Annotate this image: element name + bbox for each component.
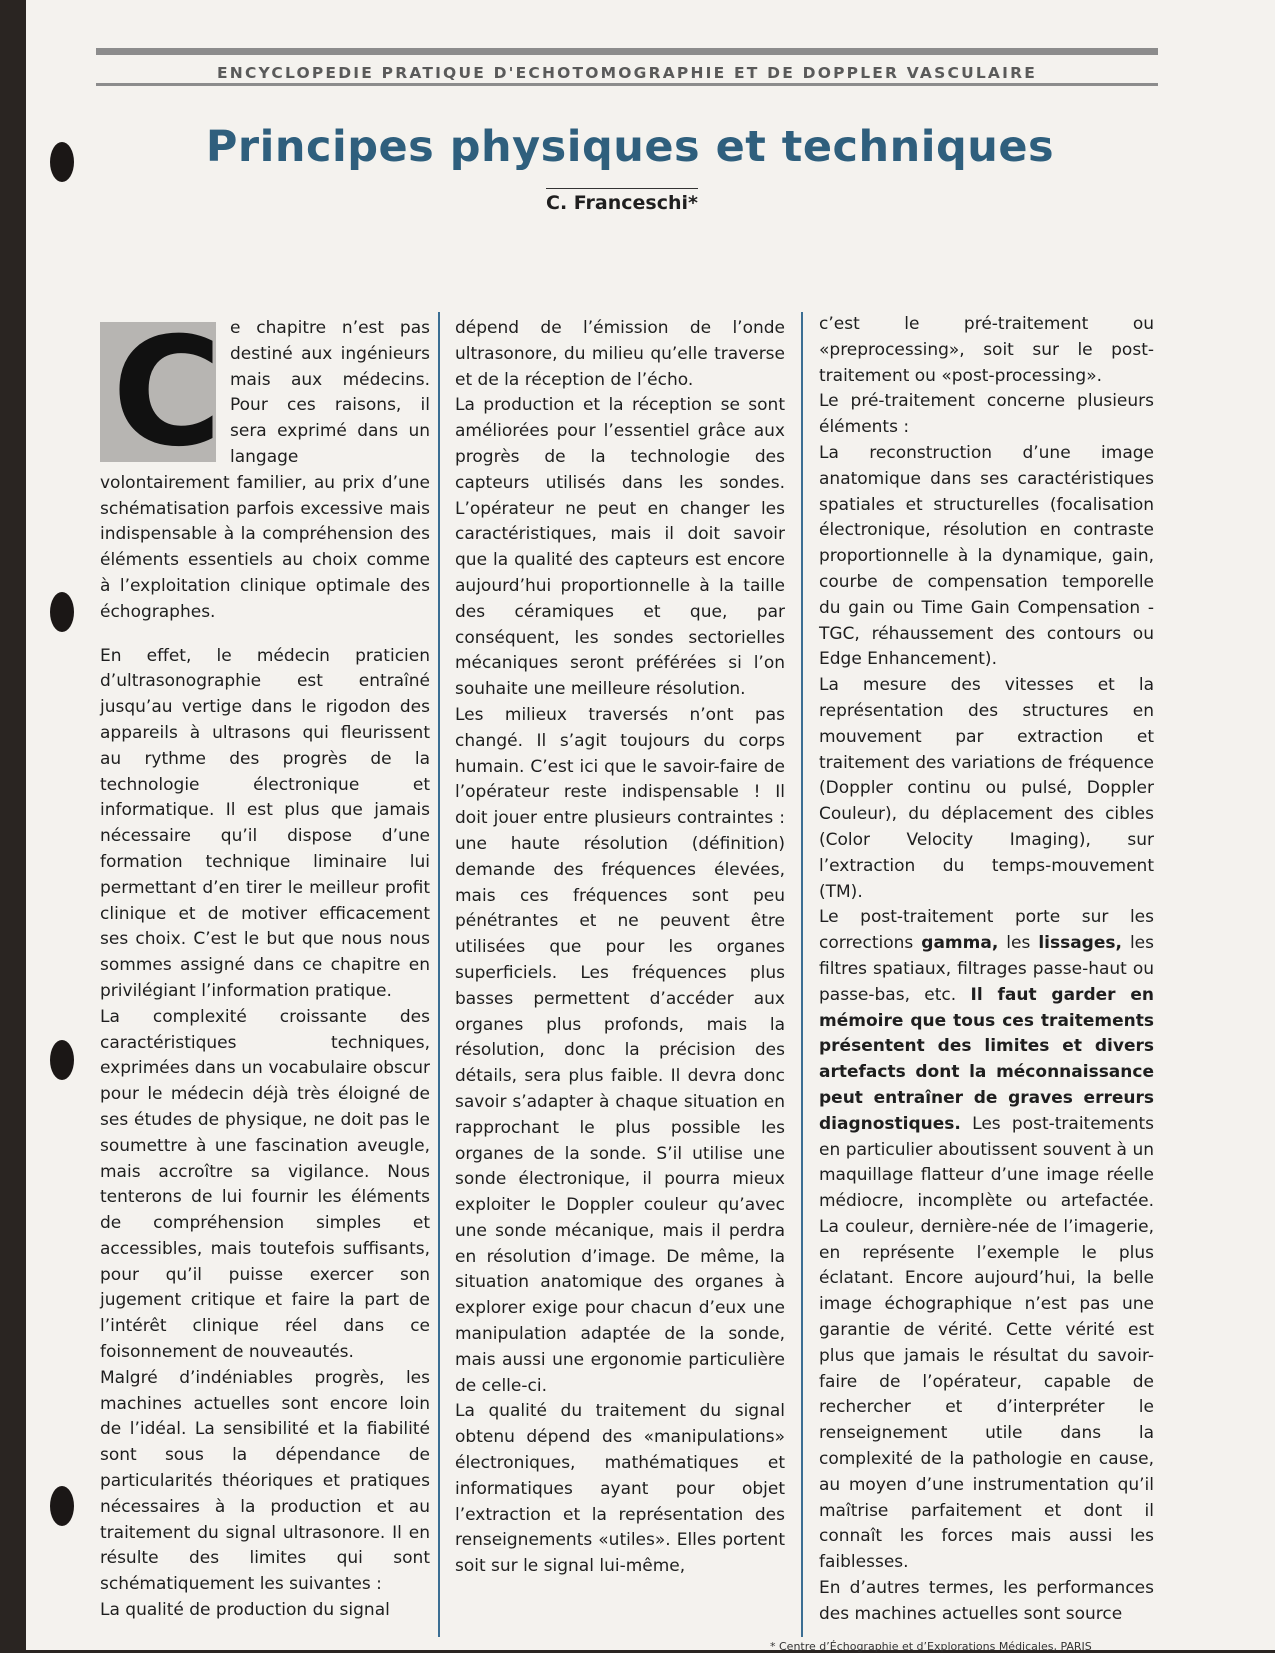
paragraph: En effet, le médecin praticien d’ultrasonographie est entraîné jusqu’au vertige dans le rigodon des appareils à ultrasons qui fleurissent au rythme des progrès de la technologie électronique et informatique. Il est plus que jamais nécessaire qu’il dispose d’une formation technique liminaire lui permettant d’en tirer le meilleur profit clinique et de motiver efficacement ses choix. C’est le but que nous nous sommes assigné dans ce chapitre en privilégiant l’information pratique.	[100, 645, 430, 1001]
paragraph: Malgré d’indéniables progrès, les machines actuelles sont encore loin de l’idéal. La sensibilité et la fiabilité sont sous la dépendance de particularités théoriques et pratiques nécessaires à la production et au traitement du signal ultrasonore. Il en résulte des limites qui sont schématiquement les suivantes :	[100, 1367, 430, 1595]
text-run: Les post-traitements en particulier aboutissent souvent à un maquillage flatteur d’une image réelle médiocre, incomplète ou artefactée. La couleur, dernière-née de l’imagerie, en représente l’exemple le plus éclatant. Encore aujourd’hui, la belle image échographique n’est pas une garantie de vérité. Cette vérité est plus que jamais le résultat du savoir-faire de l’opérateur, capable de rechercher et d’interpréter le renseignement utile dans la complexité de la pathologie en cause, au moyen d’une instrumentation qu’il maîtrise parfaitement et dont il connaît les forces mais aussi les faiblesses.	[819, 1113, 1154, 1573]
bold-emphasis: Il faut garder en mémoire que tous ces traitements présentent des limites et divers artefacts dont la méconnaissance peut entraîner de graves erreurs diagnostiques.	[819, 984, 1154, 1134]
paragraph: La complexité croissante des caractéristiques techniques, exprimées dans un vocabulaire obscur pour le médecin déjà très éloigné de ses études de physique, ne doit pas le soumettre à une fascination aveugle, mais accroître sa vigilance. Nous tenterons de lui fournir les éléments de compréhension simples et accessibles, mais toutefois suffisants, pour qu’il puisse exercer son jugement critique et faire la part de l’intérêt clinique réel dans ce foisonnement de nouveautés.	[100, 1006, 430, 1363]
drop-cap-letter: C	[112, 306, 223, 480]
column-divider	[801, 312, 803, 1637]
binder-hole	[50, 1486, 74, 1526]
paragraph: La production et la réception se sont améliorées pour l’essentiel grâce aux progrès de la technologie des capteurs utilisés dans les sondes. L’opérateur ne peut en changer les caractéristiques, mais il doit savoir que la qualité des capteurs est encore aujourd’hui proportionnelle à la taille des céramiques et que, par conséquent, les sondes sectorielles mécaniques seront préférées si l’on souhaite une meilleure résolution.	[455, 395, 785, 700]
text-column-2	[455, 316, 785, 1580]
column-divider	[438, 312, 440, 1637]
binder-hole	[50, 1040, 74, 1080]
article-author: C. Franceschi*	[546, 192, 698, 214]
paragraph: e chapitre n’est pas destiné aux ingénieurs mais aux médecins. Pour ces raisons, il sera exprimé dans un langage volontairement familier, au prix d’une schématisation parfois excessive mais indispensable à la compréhension des éléments essentiels au choix comme à l’exploitation clinique optimale des échographes.	[100, 318, 430, 622]
text-run: Le post-traitement porte sur les corrections	[819, 907, 1154, 954]
binder-hole	[50, 592, 74, 632]
paragraph	[819, 905, 1154, 1576]
paragraph: Les milieux traversés n’ont pas changé. Il s’agit toujours du corps humain. C’est ici que le savoir-faire de l’opérateur reste indispensable ! Il doit jouer entre plusieurs contraintes : une haute résolution (définition) demande des fréquences élevées, mais ces fréquences sont peu pénétrantes et ne peuvent être utilisées que pour les organes superficiels. Les fréquences plus basses permettent d’accéder aux organes plus profonds, mais la résolution, donc la précision des détails, sera plus faible. Il devra donc savoir s’adapter à chaque situation en rapprochant le plus possible les organes de la sonde. S’il utilise une sonde électronique, il pourra mieux exploiter le Doppler couleur qu’avec une sonde mécanique, mais il perdra en résolution d’image. De même, la situation anatomique des organes à explorer exige pour chacun d’eux une manipulation adaptée de la sonde, mais aussi une ergonomie particulière de celle-ci.	[455, 704, 785, 1396]
article-title: Principes physiques et techniques	[205, 122, 1055, 172]
paragraph: La qualité de production du signal	[100, 1600, 390, 1621]
paragraph: La mesure des vitesses et la représentation des structures en mouvement par extraction et traitement des variations de fréquence (Doppler continu ou pulsé, Doppler Couleur), du déplacement des cibles (Color Velocity Imaging), sur l’extraction du temps-mouvement (TM).	[819, 675, 1154, 902]
paragraph: c’est le pré-traitement ou «preprocessing», soit sur le post-traitement ou «post-processing».	[819, 314, 1154, 386]
paragraph: En d’autres termes, les performances des machines actuelles sont source	[819, 1578, 1154, 1624]
footnote: * Centre d’Échographie et d’Explorations Médicales, PARIS	[770, 1640, 1092, 1653]
text-run: les	[998, 933, 1039, 954]
text-run: les filtres spatiaux, filtrages passe-haut ou passe-bas, etc.	[819, 933, 1154, 1005]
paragraph: La reconstruction d’une image anatomique dans ses caractéristiques spatiales et structurelles (focalisation électronique, résolution en contraste proportionnelle à la dynamique, gain, courbe de compensation temporelle du gain ou Time Gain Compensation -TGC, réhaussement des contours ou Edge Enhancement).	[819, 442, 1154, 670]
running-header	[96, 48, 1158, 86]
text-column-1	[100, 306, 430, 1624]
binder-hole	[50, 142, 74, 182]
text-column-3	[819, 312, 1154, 1628]
bold-term: gamma,	[921, 933, 999, 954]
paragraph: dépend de l’émission de l’onde ultrasonore, du milieu qu’elle traverse et de la réception de l’écho.	[455, 318, 785, 390]
paragraph: La qualité du traitement du signal obtenu dépend des «manipulations» électroniques, mathématiques et informatiques ayant pour objet l’extraction et la représentation des renseignements «utiles». Elles portent soit sur le signal lui-même,	[455, 1401, 785, 1577]
bold-term: lissages,	[1038, 933, 1122, 954]
running-header-text: ENCYCLOPEDIE PRATIQUE D'ECHOTOMOGRAPHIE ET DE DOPPLER VASCULAIRE	[216, 64, 1038, 82]
drop-cap	[100, 306, 223, 480]
paragraph: Le pré-traitement concerne plusieurs éléments :	[819, 391, 1154, 438]
